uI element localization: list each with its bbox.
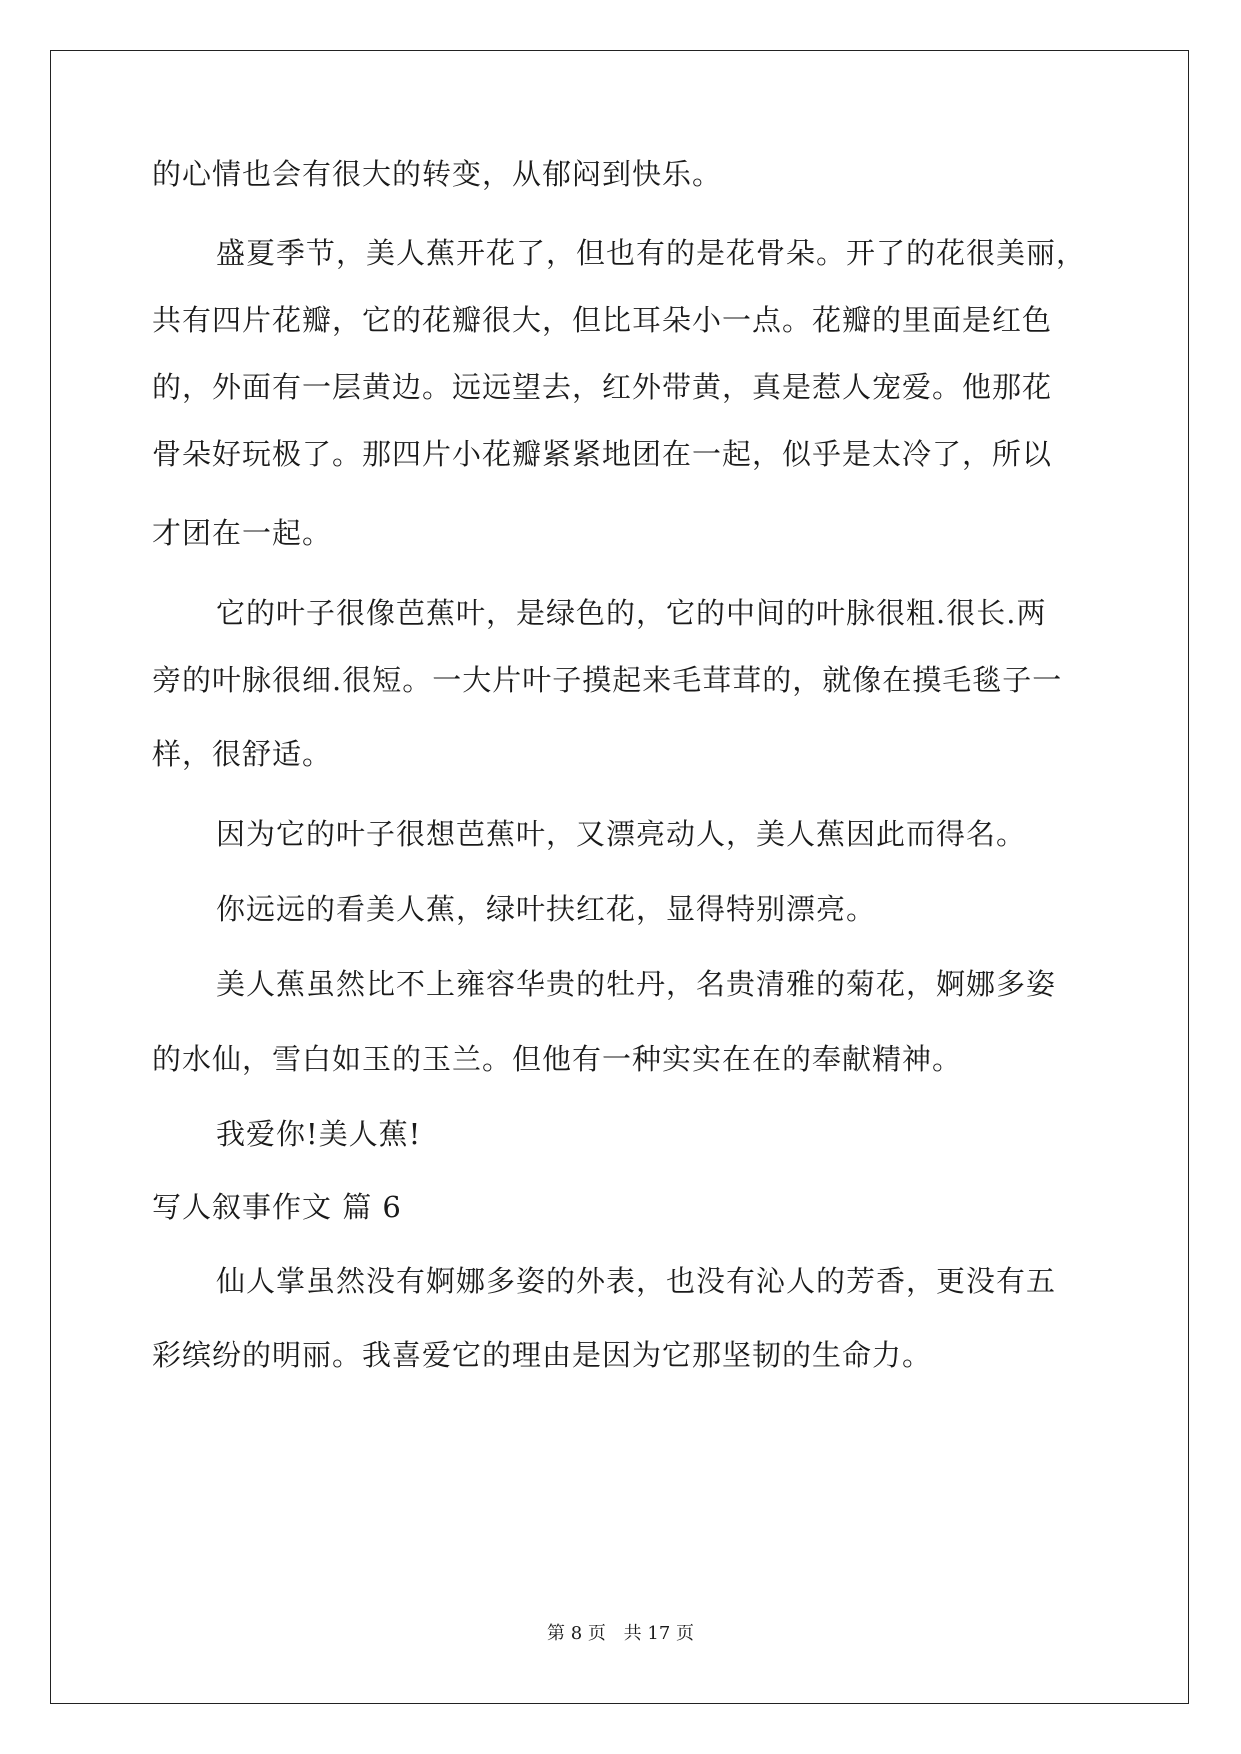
page-border [50,50,1189,1704]
text-line: 旁的叶脉很细.很短。一大片叶子摸起来毛茸茸的，就像在摸毛毯子一 [152,663,1063,697]
page-number: 第 8 页 [547,1623,606,1644]
text-line: 仙人掌虽然没有婀娜多姿的外表，也没有沁人的芳香，更没有五 [216,1264,1057,1298]
text-line: 的，外面有一层黄边。远远望去，红外带黄，真是惹人宠爱。他那花 [152,370,1053,404]
text-line: 它的叶子很像芭蕉叶，是绿色的，它的中间的叶脉很粗.很长.两 [216,596,1047,630]
text-line: 才团在一起。 [152,516,333,550]
page-footer [0,1622,1241,1646]
text-line: 因为它的叶子很想芭蕉叶，又漂亮动人，美人蕉因此而得名。 [216,817,1027,851]
text-line: 骨朵好玩极了。那四片小花瓣紧紧地团在一起，似乎是太冷了，所以 [152,437,1053,471]
text-line: 盛夏季节，美人蕉开花了，但也有的是花骨朵。开了的花很美丽， [216,236,1087,270]
text-line: 你远远的看美人蕉，绿叶扶红花，显得特别漂亮。 [216,892,877,926]
text-line: 彩缤纷的明丽。我喜爱它的理由是因为它那坚韧的生命力。 [152,1338,933,1372]
text-line: 的水仙，雪白如玉的玉兰。但他有一种实实在在的奉献精神。 [152,1042,963,1076]
text-line: 样，很舒适。 [152,737,333,771]
text-line: 的心情也会有很大的转变，从郁闷到快乐。 [152,157,723,191]
text-line: 美人蕉虽然比不上雍容华贵的牡丹，名贵清雅的菊花，婀娜多姿 [216,967,1057,1001]
section-heading: 写人叙事作文 篇 6 [152,1190,402,1224]
text-line: 共有四片花瓣，它的花瓣很大，但比耳朵小一点。花瓣的里面是红色 [152,303,1053,337]
page-total: 共 17 页 [623,1623,694,1644]
text-line: 我爱你!美人蕉! [216,1117,422,1151]
